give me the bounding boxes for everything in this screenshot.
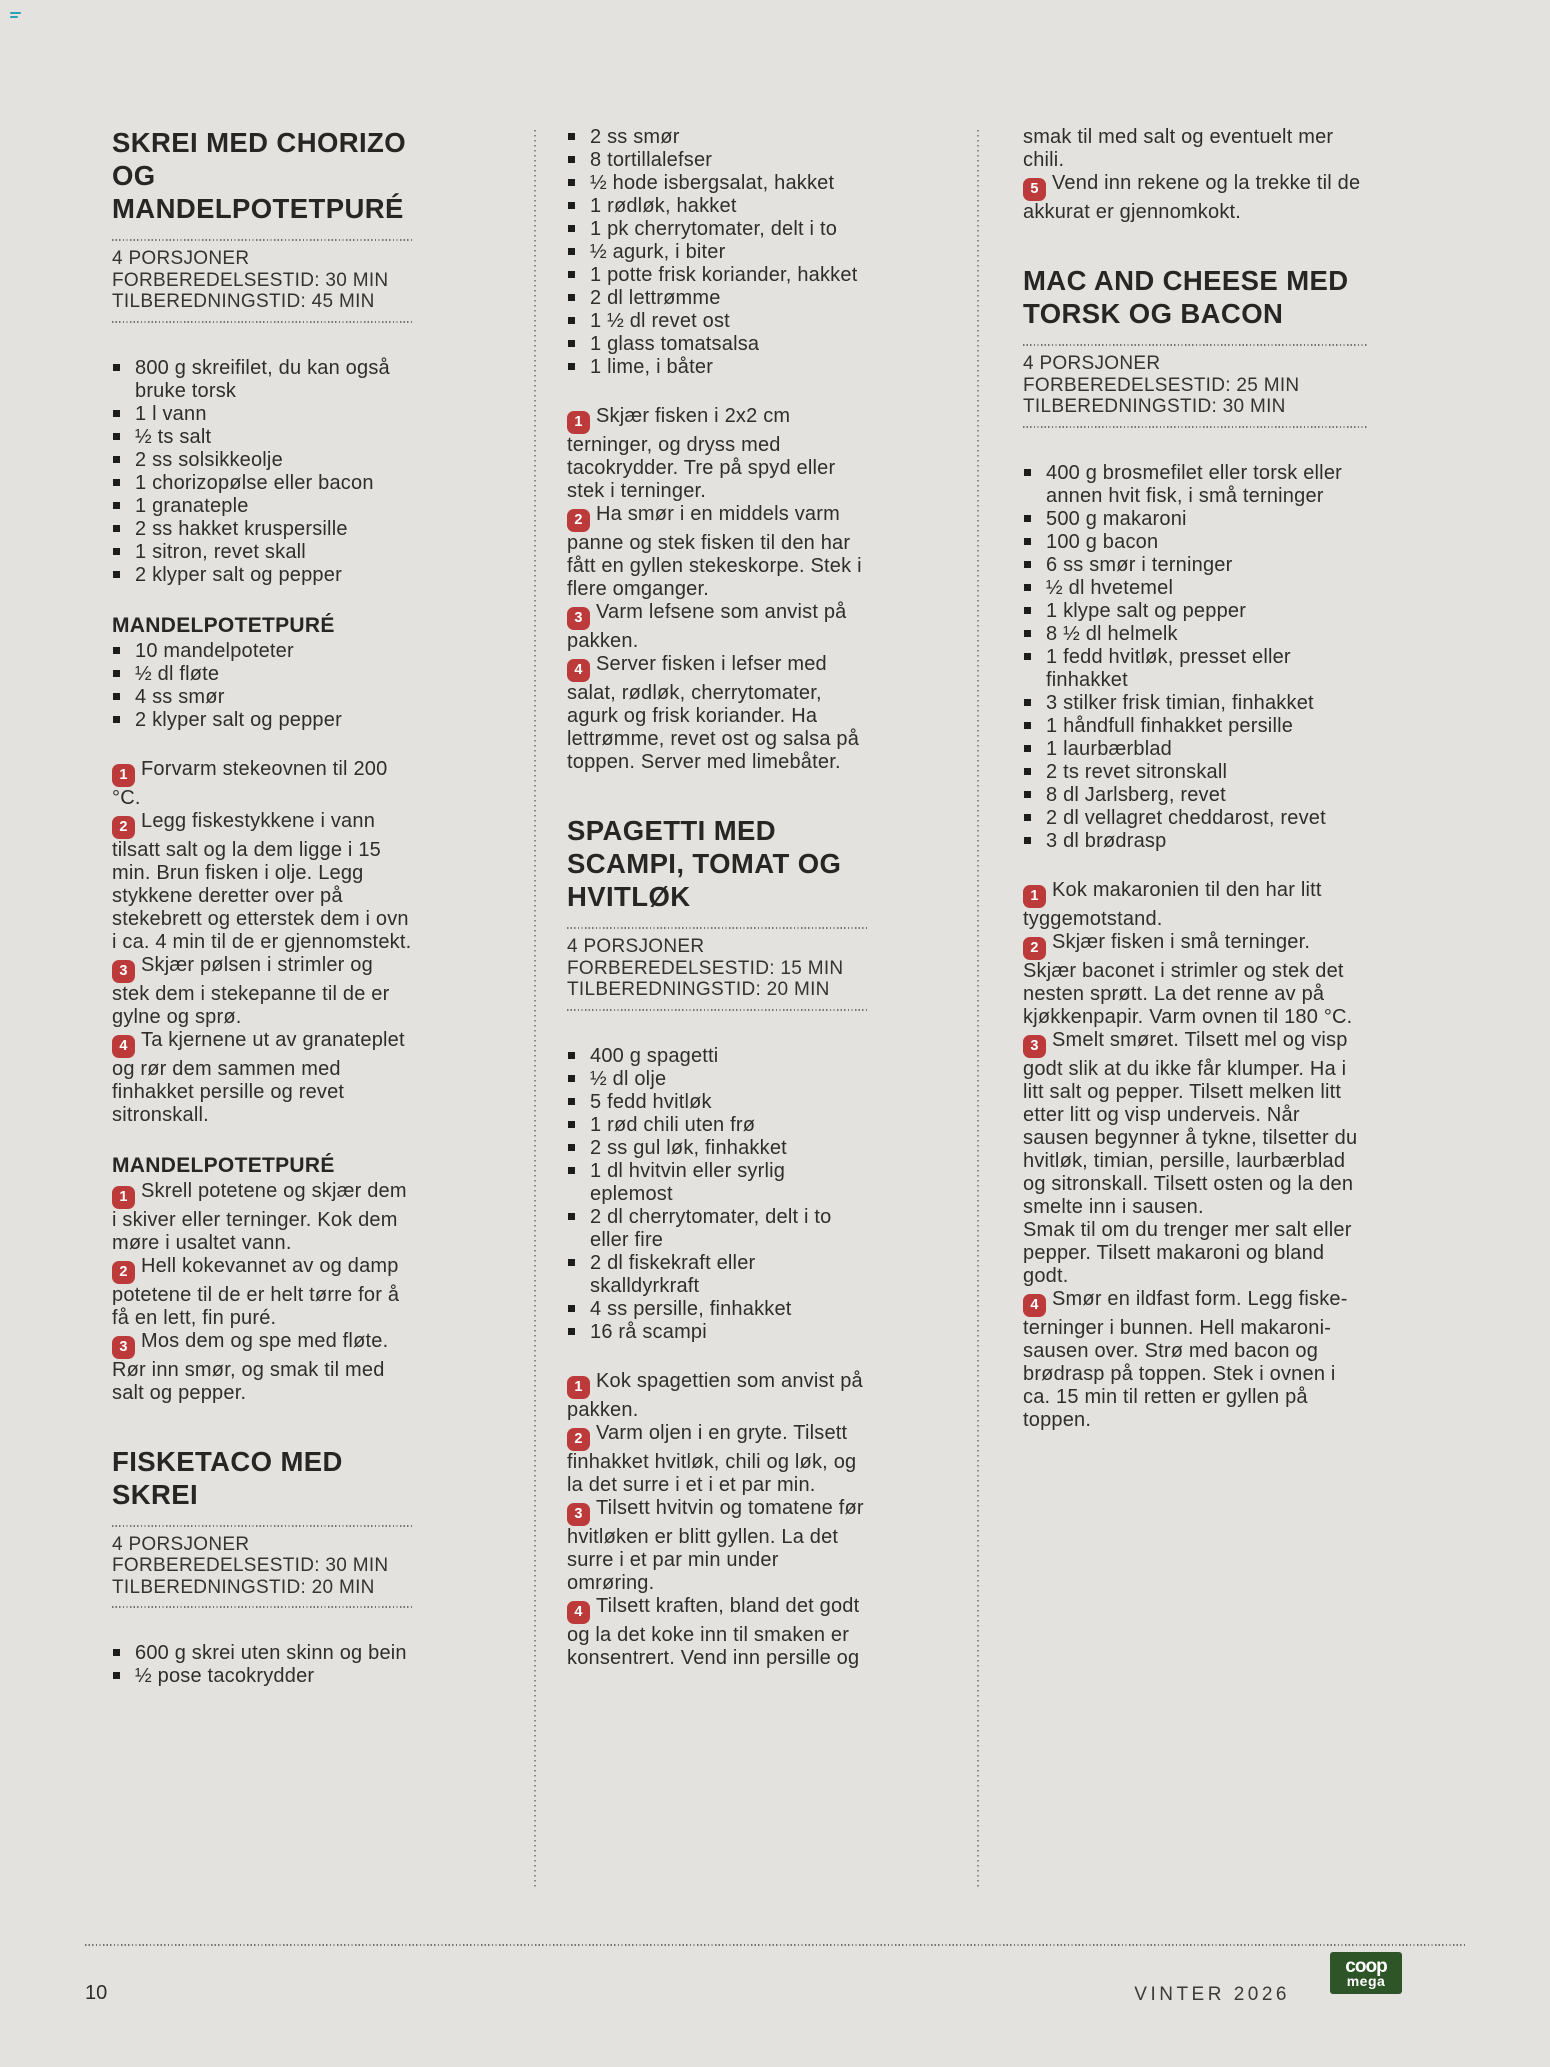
bullet-square (113, 479, 120, 486)
ingredient-item (112, 518, 414, 541)
bullet-square (568, 1328, 575, 1335)
step-item (567, 601, 869, 653)
ingredient-item (1023, 462, 1368, 508)
bullet-square (1024, 469, 1031, 476)
hamburger-icon[interactable] (10, 12, 22, 22)
meta-cook-time: TILBEREDNINGSTID: 20 MIN (112, 1576, 375, 1598)
ingredient-item (567, 1045, 869, 1068)
ingredient-text: 2 ss hakket kruspersille (135, 517, 348, 540)
step-text: Hell kokevannet av og damp potetene til de er helt tørre for å få en lett, fin puré. (112, 1254, 400, 1329)
step-item (112, 1330, 414, 1405)
ingredient-text: ½ hode isbergsalat, hakket (590, 172, 835, 194)
bullet-square (568, 1144, 575, 1151)
ingredient-text: 2 klyper salt og pepper (135, 708, 342, 731)
ingredient-text: 1 lime, i båter (590, 356, 714, 378)
ingredient-text: 1 potte frisk koriander, hakket (590, 264, 858, 286)
ingredient-item (567, 172, 869, 195)
ingredient-item (112, 640, 414, 663)
meta-prep-time: FORBEREDELSESTID: 25 MIN (1023, 374, 1300, 396)
step-number-badge: 4 (1023, 1294, 1046, 1317)
step-number-badge: 5 (1023, 178, 1046, 201)
step-number-badge: 1 (112, 1186, 135, 1209)
ingredient-text: 100 g bacon (1046, 530, 1159, 553)
bullet-square (1024, 584, 1031, 591)
step-item (1023, 931, 1368, 1029)
bullet-square (568, 1213, 575, 1220)
ingredient-text: 4 ss persille, finhakket (590, 1297, 792, 1320)
ingredient-text: 3 dl brødrasp (1046, 829, 1167, 852)
recipe-meta (112, 239, 414, 323)
bullet-square (113, 525, 120, 532)
subsection-heading: MANDELPOTETPURÉ (112, 613, 335, 637)
meta-prep-time: FORBEREDELSESTID: 30 MIN (112, 1555, 389, 1576)
step-list (112, 758, 414, 1127)
step-text: Mos dem og spe med fløte. Rør inn smør, og smak til med salt og pepper. (112, 1329, 389, 1404)
step-text: Skjær fisken i små terninger. Skjær baconet i strimler og stek det nesten sprøtt. La det renne av på kjøkkenpapir. Varm ovnen til 180 °C. (1023, 930, 1353, 1028)
step-number-badge: 1 (567, 1376, 590, 1399)
step-number-badge: 2 (567, 509, 590, 532)
step-item (112, 954, 414, 1029)
recipe-meta (112, 1525, 414, 1609)
ingredient-text: 3 stilker frisk timian, finhakket (1046, 691, 1314, 714)
bullet-square (113, 1649, 120, 1656)
bullet-square (1024, 538, 1031, 545)
ingredient-item (112, 1642, 414, 1665)
meta-portions: 4 PORSJONER (112, 1533, 250, 1555)
step-item (1023, 1219, 1368, 1288)
recipe-title-mac-and-cheese: MAC AND CHEESE MED TORSK OG BACON (1023, 265, 1349, 329)
ingredient-text: 1 dl hvitvin eller syrlig eplemost (590, 1159, 786, 1205)
step-text: Tilsett hvitvin og tomatene før hvitløken er blitt gyllen. La det surre i et par min under omrøring. (567, 1496, 864, 1594)
recipe-column-2 (567, 126, 869, 1670)
step-item (567, 1497, 869, 1595)
step-list (1023, 126, 1368, 224)
step-number-badge: 2 (567, 1428, 590, 1451)
ingredient-list (112, 357, 414, 587)
ingredient-item (1023, 761, 1368, 784)
step-number-badge: 2 (112, 816, 135, 839)
step-text: Ha smør i en middels varm panne og stek fisken til den har fått en gyllen stekeskorpe. Stek i flere omganger. (567, 503, 862, 600)
step-item (1023, 126, 1368, 172)
step-number-badge: 1 (112, 764, 135, 787)
bullet-square (1024, 837, 1031, 844)
step-text: Ta kjernene ut av granateplet og rør dem sammen med finhakket persille og revet sitronskall. (112, 1028, 405, 1126)
ingredient-item (1023, 508, 1368, 531)
ingredient-item (567, 1206, 869, 1252)
bullet-square (113, 364, 120, 371)
column-divider (977, 130, 979, 1888)
step-item (567, 405, 869, 503)
ingredient-item (1023, 807, 1368, 830)
ingredient-text: ½ dl hvetemel (1046, 576, 1174, 599)
ingredient-text: 400 g brosmefilet eller torsk eller annen hvit fisk, i små terninger (1046, 461, 1343, 507)
ingredient-text: 1 rød chili uten frø (590, 1113, 756, 1136)
coop-mega-logo (1330, 1952, 1402, 1994)
ingredient-text: 8 tortillalefser (590, 149, 713, 171)
bullet-square (113, 548, 120, 555)
ingredient-text: 8 dl Jarlsberg, revet (1046, 783, 1226, 806)
step-number-badge: 1 (1023, 885, 1046, 908)
bullet-square (568, 1098, 575, 1105)
bullet-square (1024, 768, 1031, 775)
ingredient-item (567, 1068, 869, 1091)
step-text: Legg fiskestykkene i vann tilsatt salt og la dem ligge i 15 min. Brun fisken i olje. Legg stykkene deretter over på stekebrett og etterstek dem i ovn i ca. 4 min til de er gjennomstekt. (112, 809, 412, 953)
step-text: Kok makaronien til den har litt tyggemotstand. (1023, 878, 1322, 930)
bullet-square (568, 1259, 575, 1266)
ingredient-item (112, 495, 414, 518)
ingredient-item (112, 686, 414, 709)
ingredient-item (112, 403, 414, 426)
ingredient-text: 400 g spagetti (590, 1044, 719, 1067)
bullet-square (113, 670, 120, 677)
ingredient-text: 1 håndfull finhakket persille (1046, 714, 1294, 737)
step-text: Kok spagettien som anvist på pakken. (567, 1369, 863, 1421)
step-text: Skjær fisken i 2x2 cm terninger, og dryss med tacokrydder. Tre på spyd eller stek i terninger. (567, 405, 836, 502)
bullet-square (1024, 630, 1031, 637)
recipe-column-3 (1023, 126, 1368, 1432)
ingredient-text: 2 ss gul løk, finhakket (590, 1136, 787, 1159)
ingredient-item (567, 195, 869, 218)
ingredient-text: 1 rødløk, hakket (590, 195, 737, 217)
ingredient-item (1023, 830, 1368, 853)
ingredient-item (112, 357, 414, 403)
ingredient-list (1023, 462, 1368, 853)
ingredient-text: 600 g skrei uten skinn og bein (135, 1642, 407, 1664)
bullet-square (568, 340, 575, 347)
bullet-square (1024, 745, 1031, 752)
step-item (1023, 1288, 1368, 1432)
ingredient-item (567, 264, 869, 287)
ingredient-item (567, 218, 869, 241)
step-item (1023, 879, 1368, 931)
ingredient-text: 1 ½ dl revet ost (590, 310, 730, 332)
step-text: Smelt smøret. Tilsett mel og visp godt slik at du ikke får klumper. Ha i litt salt og pepper. Tilsett melken litt etter litt og visp underveis. Når sausen begynner å tykne, tilsetter du hvitløk, timian, persille, laurbærblad og sitronskall. Tilsett osten og la den smelte inn i sausen. (1023, 1028, 1358, 1218)
ingredient-item (567, 333, 869, 356)
ingredient-item (1023, 577, 1368, 600)
ingredient-item (112, 663, 414, 686)
bullet-square (113, 433, 120, 440)
ingredient-text: 4 ss smør (135, 685, 225, 708)
ingredient-item (1023, 692, 1368, 715)
ingredient-item (1023, 738, 1368, 761)
ingredient-list (112, 640, 414, 732)
step-number-badge: 1 (567, 411, 590, 434)
bullet-square (568, 294, 575, 301)
bullet-square (113, 456, 120, 463)
step-item (1023, 1029, 1368, 1219)
step-list (112, 1180, 414, 1405)
ingredient-item (567, 1114, 869, 1137)
step-number-badge: 2 (1023, 937, 1046, 960)
bullet-square (568, 363, 575, 370)
step-number-badge: 3 (112, 960, 135, 983)
ingredient-item (1023, 600, 1368, 623)
logo-coop-text: coop (1345, 1956, 1387, 1977)
hamburger-bar (10, 16, 18, 18)
step-text: Skjær pølsen i strimler og stek dem i stekepanne til de er gylne og sprø. (112, 953, 390, 1028)
ingredient-text: ½ agurk, i biter (590, 241, 726, 263)
bullet-square (1024, 653, 1031, 660)
ingredient-text: ½ dl olje (590, 1067, 667, 1090)
step-list (567, 1370, 869, 1670)
logo-mega-text: mega (1346, 1973, 1386, 1989)
ingredient-item (567, 287, 869, 310)
bullet-square (113, 1672, 120, 1679)
step-item (1023, 172, 1368, 224)
ingredient-text: 2 dl cherrytomater, delt i to eller fire (590, 1205, 832, 1251)
bullet-square (568, 1052, 575, 1059)
ingredient-item (112, 709, 414, 732)
step-number-badge: 4 (567, 1601, 590, 1624)
column-divider (534, 130, 536, 1888)
ingredient-item (112, 564, 414, 587)
bullet-square (568, 1167, 575, 1174)
step-item (112, 1255, 414, 1330)
bullet-square (1024, 561, 1031, 568)
step-text: Varm oljen i en gryte. Tilsett finhakket hvitløk, chili og løk, og la det surre i et i et par min. (567, 1421, 857, 1496)
step-text: Server fisken i lefser med salat, rødløk, cherrytomater, agurk og frisk koriander. Ha lettrømme, revet ost og salsa på toppen. Server med limebåter. (567, 653, 860, 773)
step-item (567, 503, 869, 601)
step-number-badge: 4 (112, 1035, 135, 1058)
ingredient-text: 2 dl vellagret cheddarost, revet (1046, 806, 1326, 829)
step-number-badge: 4 (567, 659, 590, 682)
ingredient-text: ½ dl fløte (135, 662, 220, 685)
bullet-square (1024, 722, 1031, 729)
bullet-square (113, 410, 120, 417)
step-number-badge: 2 (112, 1261, 135, 1284)
ingredient-item (567, 1321, 869, 1344)
ingredient-list (567, 126, 869, 379)
ingredient-text: 8 ½ dl helmelk (1046, 622, 1178, 645)
meta-cook-time: TILBEREDNINGSTID: 45 MIN (112, 291, 375, 312)
ingredient-item (1023, 715, 1368, 738)
step-text: Tilsett kraften, bland det godt og la det koke inn til smaken er konsentrert. Vend inn persille og (567, 1594, 860, 1669)
recipe-title-fisketaco: FISKETACO MED SKREI (112, 1445, 343, 1510)
step-item (112, 758, 414, 810)
ingredient-item (1023, 623, 1368, 646)
step-item (567, 1595, 869, 1670)
ingredient-text: 5 fedd hvitløk (590, 1090, 712, 1113)
ingredient-item (567, 1298, 869, 1321)
bullet-square (1024, 814, 1031, 821)
step-item (567, 1422, 869, 1497)
meta-cook-time: TILBEREDNINGSTID: 20 MIN (567, 979, 830, 1000)
ingredient-item (567, 356, 869, 379)
footer-divider (85, 1944, 1465, 1946)
ingredient-text: 16 rå scampi (590, 1320, 707, 1343)
bullet-square (568, 1075, 575, 1082)
subsection-heading: MANDELPOTETPURÉ (112, 1153, 335, 1177)
bullet-square (568, 156, 575, 163)
step-text: smak til med salt og eventuelt mer chili. (1023, 126, 1334, 171)
meta-cook-time: TILBEREDNINGSTID: 30 MIN (1023, 396, 1286, 417)
ingredient-text: 1 sitron, revet skall (135, 540, 306, 563)
bullet-square (1024, 515, 1031, 522)
ingredient-item (567, 241, 869, 264)
bullet-square (1024, 699, 1031, 706)
hamburger-bar (10, 12, 21, 14)
ingredient-text: 2 klyper salt og pepper (135, 563, 342, 586)
step-text: Smak til om du trenger mer salt eller pepper. Tilsett makaroni og bland godt. (1023, 1218, 1352, 1287)
ingredient-item (1023, 784, 1368, 807)
bullet-square (113, 716, 120, 723)
ingredient-text: 2 dl fiskekraft eller skalldyrkraft (590, 1251, 756, 1297)
ingredient-item (112, 426, 414, 449)
bullet-square (113, 502, 120, 509)
ingredient-text: 2 dl lettrømme (590, 287, 721, 309)
ingredient-text: 1 laurbærblad (1046, 737, 1173, 760)
bullet-square (568, 179, 575, 186)
ingredient-item (112, 541, 414, 564)
bullet-square (568, 133, 575, 140)
step-item (112, 1180, 414, 1255)
step-list (1023, 879, 1368, 1432)
ingredient-text: 500 g makaroni (1046, 507, 1187, 530)
step-text: Smør en ildfast form. Legg fiske-terninger i bunnen. Hell makaroni-sausen over. Strø med bacon og brødrasp på toppen. Stek i ovnen i ca. 15 min til retten er gyllen på toppen. (1023, 1287, 1348, 1431)
ingredient-item (1023, 554, 1368, 577)
bullet-square (1024, 791, 1031, 798)
ingredient-item (112, 449, 414, 472)
bullet-square (113, 647, 120, 654)
meta-prep-time: FORBEREDELSESTID: 15 MIN (567, 957, 844, 979)
bullet-square (113, 571, 120, 578)
ingredient-text: 1 chorizopølse eller bacon (135, 471, 374, 494)
ingredient-text: 1 glass tomatsalsa (590, 333, 760, 355)
recipe-meta (567, 927, 869, 1011)
step-item (112, 810, 414, 954)
bullet-square (568, 248, 575, 255)
ingredient-text: 2 ss solsikkeolje (135, 448, 283, 471)
step-item (112, 1029, 414, 1127)
ingredient-text: 2 ts revet sitronskall (1046, 760, 1228, 783)
ingredient-text: ½ ts salt (135, 425, 212, 448)
ingredient-item (112, 472, 414, 495)
ingredient-text: ½ pose tacokrydder (135, 1665, 315, 1687)
ingredient-list (112, 1642, 414, 1688)
ingredient-item (567, 1137, 869, 1160)
ingredient-item (567, 126, 869, 149)
step-item (567, 1370, 869, 1422)
issue-label: VINTER 2026 (1134, 1984, 1290, 2005)
ingredient-item (1023, 646, 1368, 692)
page-number: 10 (85, 1982, 108, 2004)
bullet-square (568, 225, 575, 232)
bullet-square (113, 693, 120, 700)
ingredient-list (567, 1045, 869, 1344)
bullet-square (568, 271, 575, 278)
step-text: Varm lefsene som anvist på pakken. (567, 601, 847, 652)
ingredient-text: 1 klype salt og pepper (1046, 599, 1247, 622)
ingredient-item (567, 1091, 869, 1114)
step-text: Forvarm stekeovnen til 200 °C. (112, 757, 388, 809)
bullet-square (1024, 607, 1031, 614)
meta-portions: 4 PORSJONER (567, 936, 705, 957)
ingredient-text: 1 l vann (135, 402, 207, 425)
ingredient-item (112, 1665, 414, 1688)
bullet-square (568, 1121, 575, 1128)
step-number-badge: 3 (567, 607, 590, 630)
ingredient-text: 10 mandelpoteter (135, 639, 294, 662)
recipe-title-skrei: SKREI MED CHORIZO OG MANDELPOTETPURÉ (112, 127, 407, 224)
step-number-badge: 3 (1023, 1035, 1046, 1058)
bullet-square (568, 202, 575, 209)
ingredient-item (567, 310, 869, 333)
step-number-badge: 3 (112, 1336, 135, 1359)
ingredient-item (1023, 531, 1368, 554)
ingredient-text: 800 g skreifilet, du kan også bruke torsk (135, 356, 390, 402)
step-text: Skrell potetene og skjær dem i skiver eller terninger. Kok dem møre i usaltet vann. (112, 1179, 407, 1254)
ingredient-item (567, 1252, 869, 1298)
bullet-square (568, 317, 575, 324)
ingredient-text: 1 pk cherrytomater, delt i to (590, 218, 838, 240)
meta-prep-time: FORBEREDELSESTID: 30 MIN (112, 269, 389, 291)
step-list (567, 405, 869, 774)
recipe-column-1 (112, 126, 414, 1688)
ingredient-item (567, 1160, 869, 1206)
ingredient-text: 6 ss smør i terninger (1046, 553, 1233, 576)
meta-portions: 4 PORSJONER (1023, 353, 1161, 374)
ingredient-text: 1 fedd hvitløk, presset eller finhakket (1046, 645, 1291, 691)
ingredient-text: 1 granateple (135, 494, 249, 517)
ingredient-item (567, 149, 869, 172)
step-number-badge: 3 (567, 1503, 590, 1526)
recipe-title-spagetti: SPAGETTI MED SCAMPI, TOMAT OG HVITLØK (567, 815, 842, 912)
ingredient-text: 2 ss smør (590, 126, 680, 148)
recipe-meta (1023, 344, 1368, 428)
bullet-square (568, 1305, 575, 1312)
meta-portions: 4 PORSJONER (112, 248, 250, 269)
step-item (567, 653, 869, 774)
step-text: Vend inn rekene og la trekke til de akkurat er gjennomkokt. (1023, 172, 1361, 223)
